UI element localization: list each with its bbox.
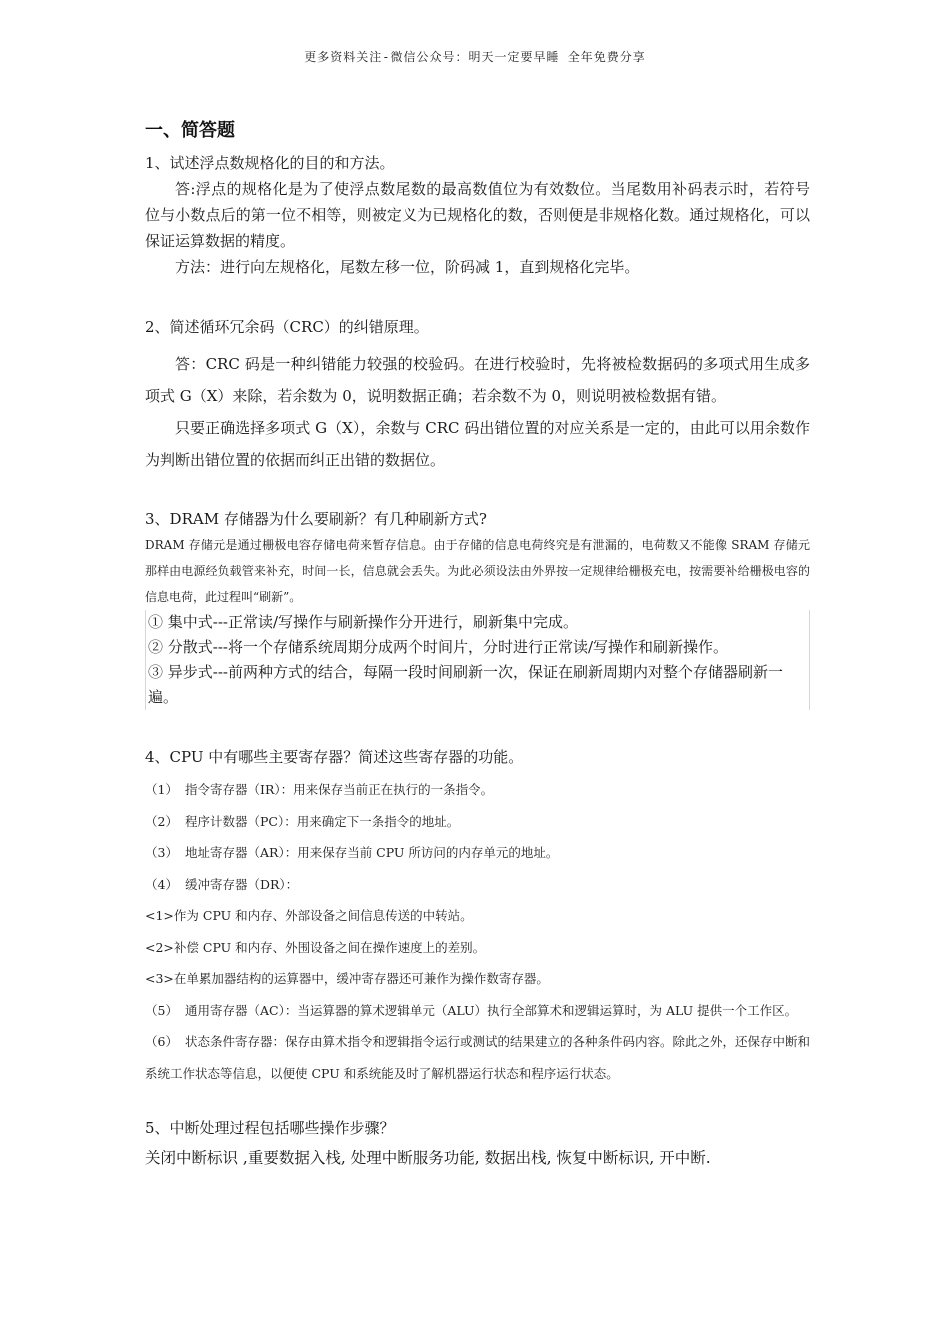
document-body <box>145 116 810 1171</box>
refresh-modes <box>145 610 810 710</box>
answer-1-method: 方法：进行向左规格化，尾数左移一位，阶码减 1，直到规格化完毕。 <box>175 258 640 276</box>
question-5: 5、中断处理过程包括哪些操作步骤？ <box>145 1119 395 1137</box>
register-item-5: （5） 通用寄存器（AC）：当运算器的算术逻辑单元（ALU）执行全部算术和逻辑运算时，为 ALU 提供一个工作区。 <box>145 1002 798 1018</box>
refresh-mode-1: ① 集中式---正常读/写操作与刷新操作分开进行，刷新集中完成。 <box>148 613 579 631</box>
refresh-mode-3: ③ 异步式---前两种方式的结合，每隔一段时间刷新一次，保证在刷新周期内对整个存储器刷新一遍。 <box>148 663 783 706</box>
question-4: 4、CPU 中有哪些主要寄存器？简述这些寄存器的功能。 <box>145 748 524 766</box>
register-item-4: （4） 缓冲寄存器（DR）： <box>145 876 299 892</box>
answer-2-part-2: 只要正确选择多项式 G（X），余数与 CRC 码出错位置的对应关系是一定的，由此可以用余数作为判断出错位置的依据而纠正出错的数据位。 <box>145 419 810 469</box>
register-item-6: （6） 状态条件寄存器：保存由算术指令和逻辑指令运行或测试的结果建立的各种条件码内容。除此之外，还保存中断和系统工作状态等信息，以便使 CPU 和系统能及时了解机器运行状态和程序运行状态。 <box>145 1034 811 1081</box>
register-sub-item-1: <1>作为 CPU 和内存、外部设备之间信息传送的中转站。 <box>145 908 473 923</box>
question-2: 2、简述循环冗余码（CRC）的纠错原理。 <box>145 318 429 336</box>
register-item-3: （3） 地址寄存器（AR）：用来保存当前 CPU 所访问的内存单元的地址。 <box>145 845 559 860</box>
answer-2-part-1: 答：CRC 码是一种纠错能力较强的校验码。在进行校验时，先将被检数据码的多项式用生成多项式 G（X）来除，若余数为 0，说明数据正确；若余数不为 0，则说明被检数据有错。 <box>145 355 810 405</box>
answer-5: 关闭中断标识 ,重要数据入栈, 处理中断服务功能, 数据出栈, 恢复中断标识, 开中断. <box>145 1149 711 1167</box>
question-3: 3、DRAM 存储器为什么要刷新？有几种刷新方式? <box>145 510 487 528</box>
refresh-mode-2: ② 分散式---将一个存储系统周期分成两个时间片，分时进行正常读/写操作和刷新操作。 <box>148 638 729 656</box>
answer-3: DRAM 存储元是通过栅极电容存储电荷来暂存信息。由于存储的信息电荷终究是有泄漏的，电荷数又不能像 SRAM 存储元那样由电源经负载管来补充，时间一长，信息就会丢失。为此必须设法由外界按一定规律给栅极充电，按需要补给栅极电容的信息电荷，此过程叫“刷新”。 <box>145 538 810 604</box>
page-header: 更多资料关注-微信公众号：明天一定要早睡 全年免费分享 <box>304 50 646 64</box>
question-1: 1、试述浮点数规格化的目的和方法。 <box>145 154 395 172</box>
register-item-1: （1） 指令寄存器（IR）：用来保存当前正在执行的一条指令。 <box>145 782 494 797</box>
section-title: 一、简答题 <box>145 120 235 141</box>
register-sub-item-3: <3>在单累加器结构的运算器中，缓冲寄存器还可兼作为操作数寄存器。 <box>145 971 549 986</box>
answer-1: 答:浮点的规格化是为了使浮点数尾数的最高数值位为有效数位。当尾数用补码表示时，若符号位与小数点后的第一位不相等，则被定义为已规格化的数，否则便是非规格化数。通过规格化，可以保证运算数据的精度。 <box>145 180 810 250</box>
register-item-2: （2） 程序计数器（PC）：用来确定下一条指令的地址。 <box>145 813 460 829</box>
register-sub-item-2: <2>补偿 CPU 和内存、外围设备之间在操作速度上的差别。 <box>145 939 486 955</box>
